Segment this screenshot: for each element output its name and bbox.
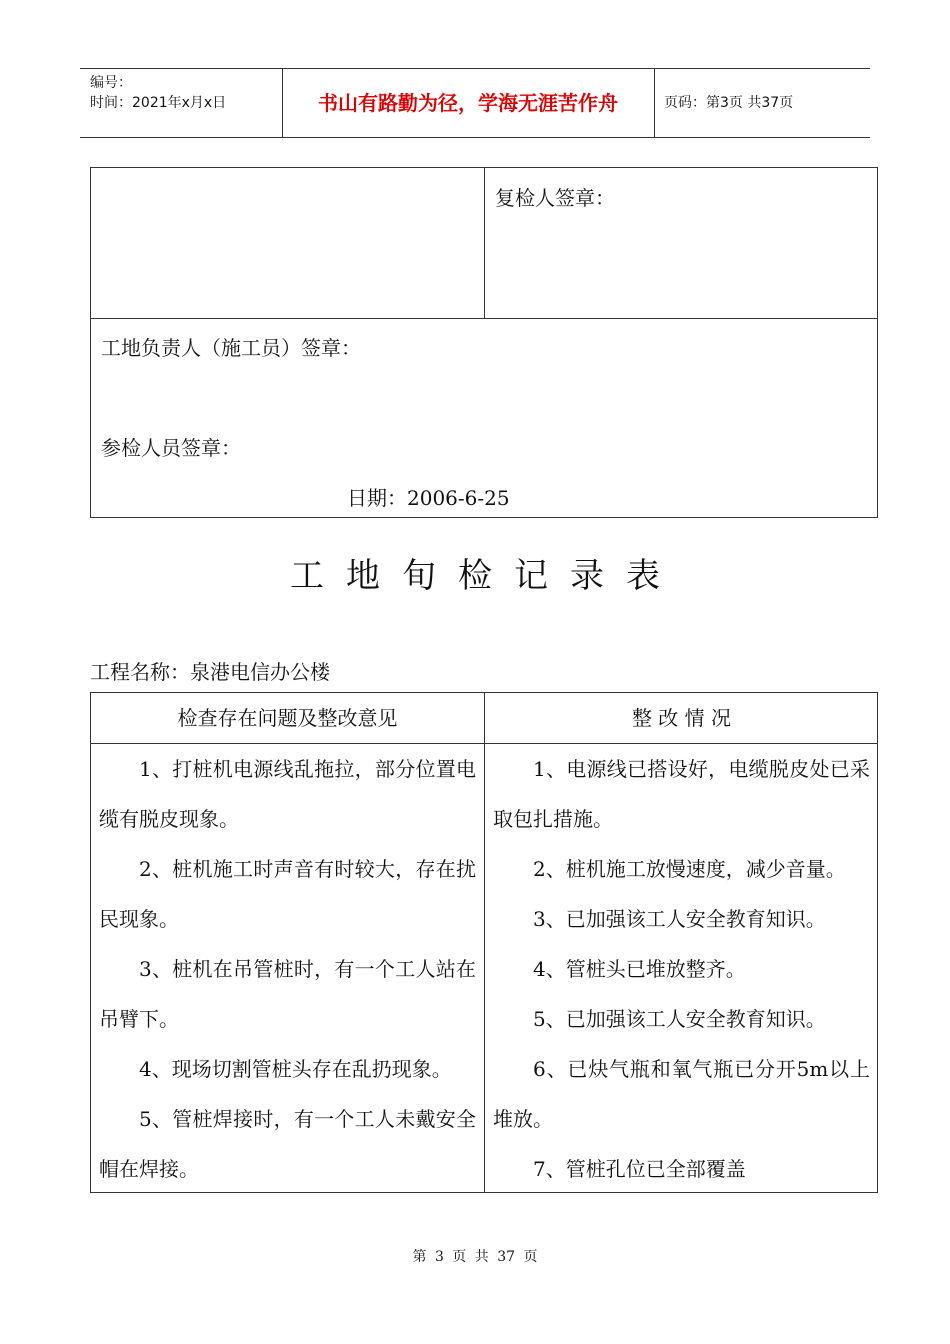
inspection-table: [90, 692, 878, 1193]
site-manager-sign-label: 工地负责人（施工员）签章：: [101, 336, 361, 360]
rectification-item: 3、已加强该工人安全教育知识。: [533, 907, 826, 931]
date-label: 日期：2006-6-25: [347, 486, 510, 510]
page-header: [80, 68, 870, 138]
table-header-issues: 检查存在问题及整改意见: [177, 706, 398, 730]
signature-divider: [91, 318, 877, 319]
rectification-item: 4、管桩头已堆放整齐。: [533, 957, 746, 981]
rectification-item: 2、桩机施工放慢速度，减少音量。: [533, 857, 846, 881]
rectification-column: [485, 744, 878, 1194]
page-title: 工地旬检记录表: [290, 556, 682, 596]
rectification-item: 6、已炔气瓶和氧气瓶已分开5m以上堆放。: [493, 1057, 870, 1131]
recheck-sign-label: 复检人签章：: [495, 186, 615, 210]
issue-item: 3、桩机在吊管桩时，有一个工人站在吊臂下。: [99, 957, 476, 1031]
rectification-item: 5、已加强该工人安全教育知识。: [533, 1007, 826, 1031]
number-label: 编号：: [90, 75, 132, 91]
participants-sign-label: 参检人员签章：: [101, 436, 241, 460]
header-motto: 书山有路勤为径，学海无涯苦作舟: [318, 91, 618, 115]
issue-item: 5、管桩焊接时，有一个工人未戴安全帽在焊接。: [99, 1107, 476, 1181]
issues-column: [91, 744, 484, 1194]
page-footer: 第 3 页 共 37 页: [412, 1249, 538, 1265]
signature-divider: [484, 168, 485, 318]
issue-item: 2、桩机施工时声音有时较大，存在扰民现象。: [99, 857, 476, 931]
rectification-item: 1、电源线已搭设好，电缆脱皮处已采取包扎措施。: [493, 757, 870, 831]
signature-box: [90, 167, 878, 518]
issue-item: 1、打桩机电源线乱拖拉，部分位置电缆有脱皮现象。: [99, 757, 476, 831]
project-name: 工程名称：泉港电信办公楼: [90, 660, 330, 684]
time-label: 时间：2021年x月x日: [90, 95, 227, 111]
header-divider: [654, 69, 655, 137]
issue-item: 4、现场切割管桩头存在乱扔现象。: [139, 1057, 452, 1081]
header-page-info: 页码：第3页 共37页: [664, 95, 794, 111]
header-meta: [90, 73, 226, 113]
table-header-rectification: 整 改 情 况: [631, 706, 732, 730]
rectification-item: 7、管桩孔位已全部覆盖: [533, 1157, 746, 1181]
